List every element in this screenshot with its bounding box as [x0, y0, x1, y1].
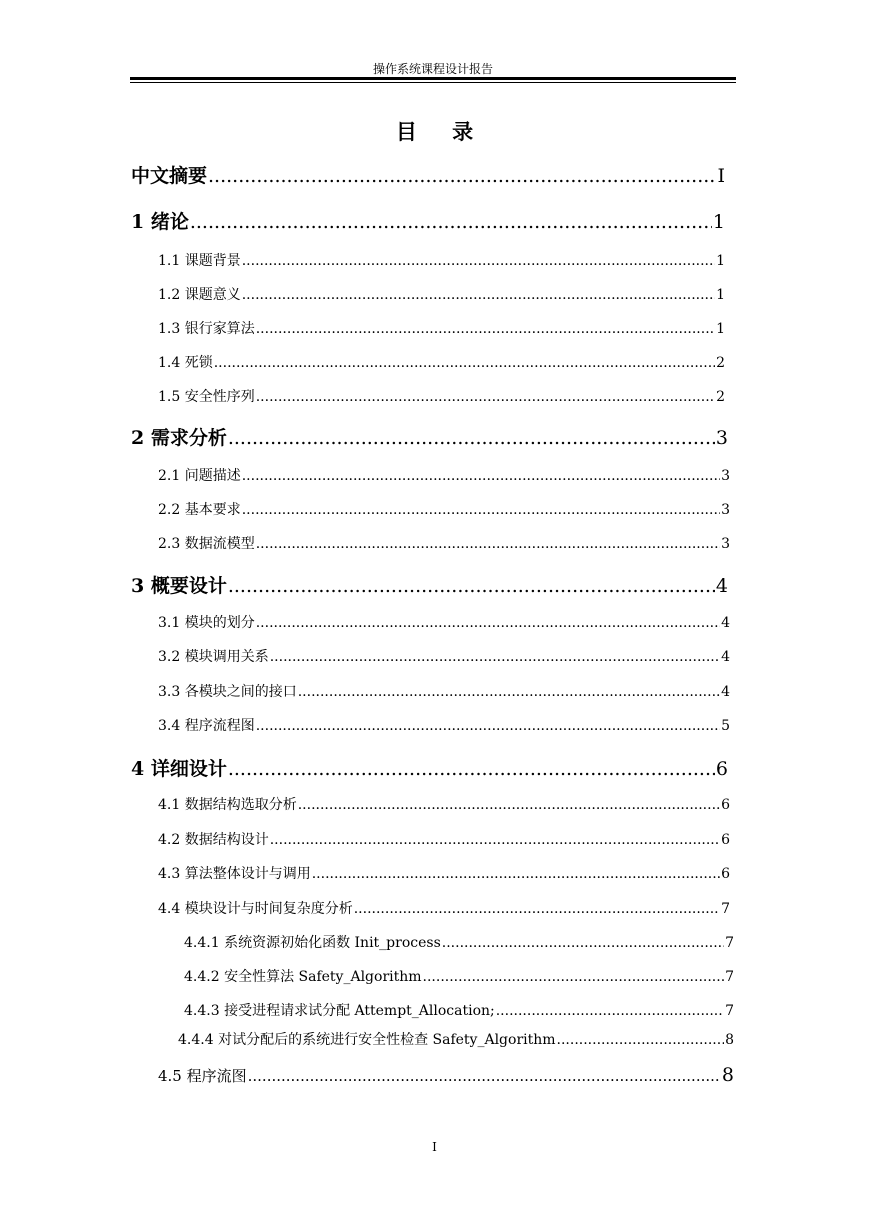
toc-entry-page: 1 [716, 321, 725, 337]
toc-entry[interactable] [158, 533, 730, 553]
toc-entry[interactable] [158, 250, 725, 270]
toc-entry[interactable] [158, 352, 725, 372]
toc-entry-label: 4.4.1 系统资源初始化函数 Init_process [184, 935, 441, 951]
toc-entry-label: 4.4.4 对试分配后的系统进行安全性检查 Safety_Algorithm [178, 1032, 556, 1048]
toc-entry-label: 3.4 程序流程图 [158, 718, 255, 734]
toc-entry-page: 3 [721, 502, 730, 518]
toc-leader-dots [270, 649, 720, 665]
page-number-footer: I [432, 1140, 437, 1154]
toc-leader-dots [256, 615, 720, 631]
toc-entry-label: 2.3 数据流模型 [158, 536, 255, 552]
toc-leader-dots [270, 832, 720, 848]
toc-entry-page: 6 [721, 866, 730, 882]
toc-leader-dots [256, 718, 720, 734]
toc-entry-page: 6 [721, 797, 730, 813]
toc-leader-dots [228, 575, 715, 597]
toc-leader-dots [256, 321, 715, 337]
toc-entry-page: 3 [721, 536, 730, 552]
toc-leader-dots [228, 427, 715, 449]
toc-entry-page: 6 [715, 758, 728, 780]
toc-entry[interactable] [158, 499, 730, 519]
toc-entry[interactable] [131, 207, 725, 234]
toc-entry-label: 3.3 各模块之间的接口 [158, 684, 297, 700]
toc-entry[interactable] [158, 794, 730, 814]
toc-entry-label: 4.4.2 安全性算法 Safety_Algorithm [184, 969, 422, 985]
toc-entry-label: 4 详细设计 [131, 758, 227, 780]
toc-entry-label: 中文摘要 [131, 165, 208, 187]
toc-leader-dots [214, 355, 715, 371]
toc-entry[interactable] [158, 829, 730, 849]
toc-leader-dots [298, 684, 720, 700]
toc-entry[interactable] [158, 715, 730, 735]
toc-leader-dots [228, 758, 715, 780]
toc-entry-label: 4.5 程序流图 [158, 1067, 247, 1085]
toc-entry[interactable] [131, 161, 725, 188]
toc-entry-label: 3 概要设计 [131, 575, 227, 597]
toc-entry-page: 7 [725, 969, 734, 985]
toc-entry-label: 1 绪论 [131, 211, 189, 233]
toc-leader-dots [242, 468, 720, 484]
toc-entry[interactable] [158, 898, 730, 918]
toc-entry-label: 4.1 数据结构选取分析 [158, 797, 297, 813]
toc-entry-label: 1.2 课题意义 [158, 287, 241, 303]
toc-entry[interactable] [158, 465, 730, 485]
toc-leader-dots [208, 165, 716, 187]
toc-entry[interactable] [158, 386, 725, 406]
toc-entry[interactable] [158, 1064, 734, 1086]
toc-entry[interactable] [184, 932, 734, 952]
toc-leader-dots [242, 287, 715, 303]
toc-entry-page: 3 [715, 427, 728, 449]
toc-leader-dots [557, 1032, 725, 1048]
toc-entry[interactable] [131, 754, 728, 781]
toc-entry[interactable] [158, 681, 730, 701]
toc-entry[interactable] [184, 966, 734, 986]
toc-entry[interactable] [158, 318, 725, 338]
toc-entry-page: 1 [712, 211, 725, 233]
toc-entry-label: 2.2 基本要求 [158, 502, 241, 518]
toc-entry-label: 1.4 死锁 [158, 355, 213, 371]
toc-leader-dots [256, 389, 715, 405]
header-rule-thin [130, 82, 736, 83]
toc-entry-label: 4.3 算法整体设计与调用 [158, 866, 311, 882]
toc-entry-page: 3 [721, 468, 730, 484]
toc-title: 目 录 [395, 119, 488, 144]
toc-entry[interactable] [158, 612, 730, 632]
toc-entry-page: 1 [716, 253, 725, 269]
toc-entry[interactable] [178, 1029, 734, 1049]
toc-entry-page: 4 [721, 684, 730, 700]
toc-entry[interactable] [158, 284, 725, 304]
header-rule-thick [130, 77, 736, 80]
toc-entry-label: 3.1 模块的划分 [158, 615, 255, 631]
toc-entry-page: 5 [721, 718, 730, 734]
toc-leader-dots [496, 1003, 724, 1019]
toc-entry[interactable] [131, 571, 728, 598]
toc-entry-page: 1 [716, 287, 725, 303]
toc-leader-dots [190, 211, 712, 233]
toc-entry-label: 1.5 安全性序列 [158, 389, 255, 405]
toc-entry-page: 2 [716, 389, 725, 405]
toc-entry-label: 3.2 模块调用关系 [158, 649, 269, 665]
toc-entry-page: 7 [721, 901, 730, 917]
toc-entry-label: 4.4 模块设计与时间复杂度分析 [158, 901, 353, 917]
toc-entry-label: 2.1 问题描述 [158, 468, 241, 484]
toc-entry-page: 8 [721, 1064, 734, 1086]
toc-entry-page: I [717, 165, 725, 187]
toc-entry[interactable] [158, 646, 730, 666]
toc-leader-dots [242, 253, 715, 269]
toc-entry-page: 4 [715, 575, 728, 597]
toc-entry-label: 4.4.3 接受进程请求试分配 Attempt_Allocation; [184, 1003, 495, 1019]
toc-entry-label: 4.2 数据结构设计 [158, 832, 269, 848]
toc-entry-label: 1.3 银行家算法 [158, 321, 255, 337]
toc-entry-page: 4 [721, 615, 730, 631]
toc-entry-page: 4 [721, 649, 730, 665]
toc-entry-page: 6 [721, 832, 730, 848]
toc-leader-dots [242, 502, 720, 518]
toc-entry[interactable] [158, 863, 730, 883]
toc-entry-page: 2 [716, 355, 725, 371]
toc-entry-label: 1.1 课题背景 [158, 253, 241, 269]
toc-entry-label: 2 需求分析 [131, 427, 227, 449]
toc-entry-page: 7 [725, 1003, 734, 1019]
toc-leader-dots [442, 935, 724, 951]
toc-entry-page: 8 [725, 1032, 734, 1048]
toc-leader-dots [256, 536, 720, 552]
toc-leader-dots [423, 969, 725, 985]
toc-entry[interactable] [184, 1000, 734, 1020]
running-header: 操作系统课程设计报告 [372, 62, 493, 76]
toc-entry-page: 7 [725, 935, 734, 951]
toc-leader-dots [354, 901, 720, 917]
toc-leader-dots [298, 797, 720, 813]
toc-leader-dots [312, 866, 720, 882]
toc-leader-dots [248, 1067, 721, 1085]
toc-entry[interactable] [131, 423, 728, 450]
